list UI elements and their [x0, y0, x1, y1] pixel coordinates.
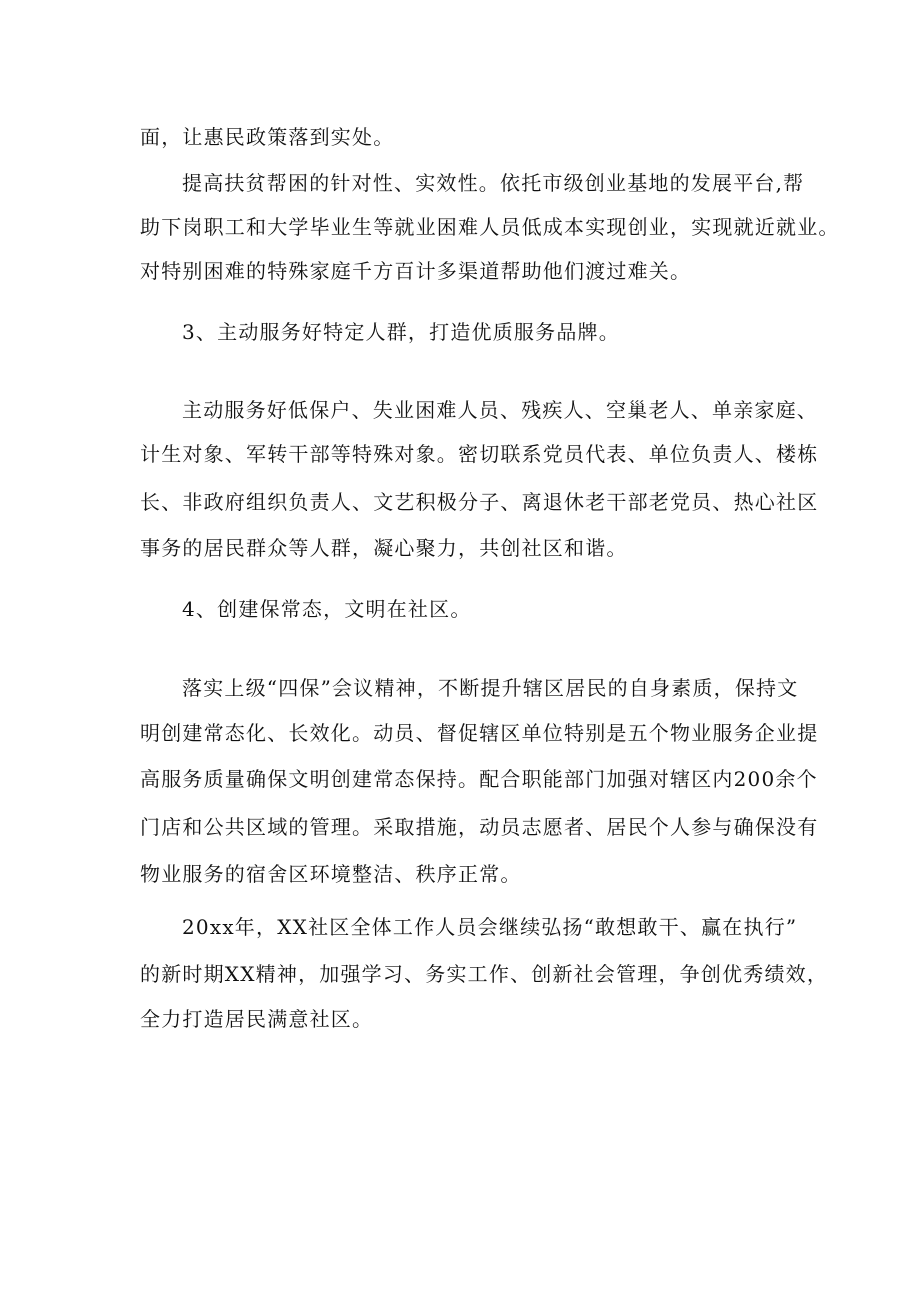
text-line-8: 长、非政府组织负责人、文艺积极分子、离退休老干部老党员、热心社区 [140, 490, 819, 514]
text-line-14: 门店和公共区域的管理。采取措施，动员志愿者、居民个人参与确保没有 [140, 815, 819, 839]
text-line-9: 事务的居民群众等人群，凝心聚力，共创社区和谐。 [140, 536, 628, 560]
text-line-18: 全力打造居民满意社区。 [140, 1007, 374, 1031]
text-line-6: 主动服务好低保户、失业困难人员、残疾人、空巢老人、单亲家庭、 [182, 398, 818, 422]
text-line-3: 助下岗职工和大学毕业生等就业困难人员低成本实现创业，实现就近就业。 [140, 215, 840, 239]
text-line-11: 落实上级“四保”会议精神，不断提升辖区居民的自身素质，保持文 [182, 676, 799, 700]
text-line-7: 计生对象、军转干部等特殊对象。密切联系党员代表、单位负责人、楼栋 [140, 442, 819, 466]
text-line-12: 明创建常态化、长效化。动员、督促辖区单位特别是五个物业服务企业提 [140, 721, 819, 745]
text-line-15: 物业服务的宿舍区环境整洁、秩序正常。 [140, 862, 522, 886]
text-line-1: 面，让惠民政策落到实处。 [140, 125, 395, 149]
text-line-4: 对特别困难的特殊家庭千方百计多渠道帮助他们渡过难关。 [140, 259, 692, 283]
text-line-17: 的新时期XX精神，加强学习、务实工作、创新社会管理，争创优秀绩效， [140, 962, 829, 986]
text-line-13: 高服务质量确保文明创建常态保持。配合职能部门加强对辖区内200余个 [140, 767, 818, 791]
section-heading-4: 4、创建保常态，文明在社区。 [182, 597, 472, 621]
text-line-2: 提高扶贫帮困的针对性、实效性。依托市级创业基地的发展平台,帮 [182, 171, 805, 195]
section-heading-3: 3、主动服务好特定人群，打造优质服务品牌。 [182, 320, 620, 344]
text-line-16: 20xx年，XX社区全体工作人员会继续弘扬“敢想敢干、赢在执行” [182, 915, 798, 939]
